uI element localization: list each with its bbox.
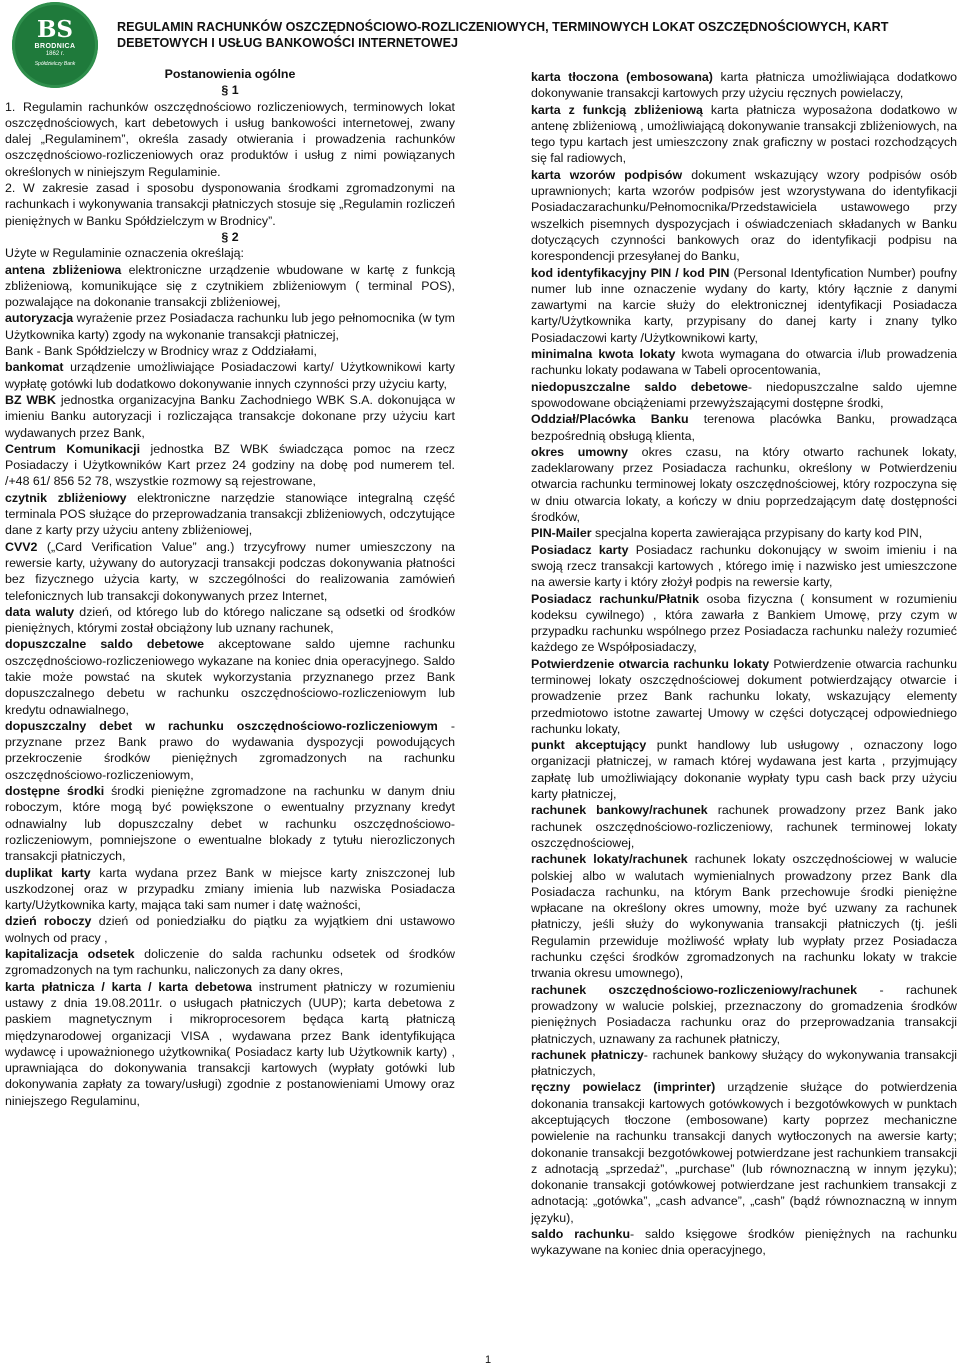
definition-item	[5, 913, 455, 946]
definition-item	[531, 265, 957, 346]
definition-item	[5, 865, 455, 914]
definition-text: („Card Verification Value” ang.) trzycyfrowy numer umieszczony na rewersie karty, używany do autoryzacji transakcji podczas dokonywania płatności bez fizycznego użycia karty, w szczególności do realizowania zamówień telefonicznych lub transakcji dokonywanych przez Internet,	[5, 539, 455, 603]
definition-term: karta tłoczona (embosowana)	[531, 70, 713, 84]
definition-term: Potwierdzenie otwarcia rachunku lokaty	[531, 656, 770, 671]
document-title: REGULAMIN RACHUNKÓW OSZCZĘDNOŚCIOWO-ROZLICZENIOWYCH, TERMINOWYCH LOKAT OSZCZĘDNOŚCIOWYCH, KART DEBETOWYCH I USŁUG BANKOWOŚCI INTERNETOWEJ	[117, 20, 889, 50]
definition-text: Posiadacz rachunku dokonujący w swoim imieniu i na swoją rzecz transakcji kartowych , którego imię i nazwisko jest umieszczone na awersie karty i który złożył podpis na rewersie karty,	[531, 542, 957, 590]
definition-item	[5, 979, 455, 1109]
definition-item	[5, 490, 455, 539]
definition-item	[5, 539, 455, 604]
definition-term: minimalna kwota lokaty	[531, 347, 676, 362]
definition-text: środki pieniężne zgromadzone na rachunku w danym dniu roboczym, które mogą być powiększone o ewentualny przyznany kredyt odnawialny lub dopuszczalny debet w rachunku oszczędnościowo-rozliczeniowym, pomniejszone o ewentualne blokady z tytułu nierozliczonych transakcji płatniczych,	[5, 784, 455, 864]
definition-text: kwota wymagana do otwarcia i/lub prowadzenia rachunku lokaty podawana w Tabeli oprocentowania,	[531, 347, 957, 378]
definition-text: urządzenie umożliwiające Posiadaczowi karty/ Użytkownikowi karty wypłatę gotówki lub dodatkowo dokonywanie innych czynności przy użyciu karty,	[5, 360, 455, 391]
definition-item	[5, 343, 455, 359]
definition-term: antena zbliżeniowa	[5, 262, 122, 277]
definition-item	[5, 310, 455, 343]
definition-text: osoba fizyczna ( konsument w rozumieniu kodeksu cywilnego) , która zawarła z Bankiem Umowę, przy czym w przypadku rachunku wspólnego przez Posiadacza rachunku należy rozumieć każdego ze Współposiadaczy,	[531, 591, 957, 655]
definition-term: BZ WBK	[5, 392, 56, 407]
definition-text: punkt handlowy lub usługowy , oznaczony logo organizacji płatniczej, w ramach której wydawana jest karta , przyjmujący zapłatę lub umożliwiający dokonanie wypłaty typu cash back przy użyciu karty płatniczej,	[531, 738, 957, 802]
paragraph-2-text: W zakresie zasad i sposobu dysponowania środkami zgromadzonymi na rachunkach i wykonywania transakcji płatniczych stosuje się „Regulamin rozliczeń pieniężnych w Banku Spółdzielczym w Brodnicy”.	[5, 181, 455, 228]
definition-term: czytnik zbliżeniowy	[5, 490, 127, 505]
definition-item	[531, 167, 957, 265]
logo-year: 1862 r.	[45, 51, 65, 57]
definition-item	[5, 359, 455, 392]
definition-term: rachunek lokaty/rachunek	[531, 852, 688, 867]
definition-text: rachunek lokaty oszczędnościowej w walucie polskiej albo w walutach wymienialnych prowadzony przez Bank dla Posiadacza rachunku, na którym Bank przechowuje środki pieniężne wpłacane na określony okres umowny, może być uzwany za rachunek płatniczy, jeśli służy do wykonywania transakcji płatniczych (tj. jeśli Regulamin przewiduje możliwość wpłaty lub wypłaty przez Posiadacza rachunku części środków zgromadzonych na rachunku lokaty w trakcie trwania okresu umownego),	[531, 852, 957, 981]
definition-term: duplikat karty	[5, 865, 91, 880]
definition-term: autoryzacja	[5, 311, 74, 326]
definition-text: jednostka BZ WBK świadcząca pomoc na rzecz Posiadaczy i Użytkowników Kart przez 24 godziny na dobę pod numerem tel. /+48 61/ 856 52 78, wszystkie rozmowy są rejestrowane,	[5, 441, 455, 489]
page-number: 1	[485, 1354, 492, 1366]
paragraph-2	[5, 180, 455, 229]
definition-item	[531, 346, 957, 379]
definition-term: Posiadacz karty	[531, 542, 629, 557]
definition-term: bankomat	[5, 360, 64, 375]
definition-text: karta płatnicza umożliwiająca dodatkowo dokonywanie transakcji kartowych przy użyciu ręcznych powielaczy,	[531, 70, 957, 101]
definition-term: kapitalizacja odsetek	[5, 947, 135, 962]
definition-term: karta wzorów podpisów	[531, 167, 683, 182]
definition-term: dopuszczalne saldo debetowe	[5, 637, 205, 652]
definition-item	[531, 851, 957, 981]
definition-text: elektroniczne urządzenie wbudowane w kartę z funkcją zbliżeniową, komunikujące się z czytnikiem zbliżeniowym ( terminal POS), pozwalające na dokonanie transakcji zbliżeniowej,	[5, 262, 455, 310]
definition-text: jednostka organizacyjna Banku Zachodniego WBK S.A. dokonująca w imieniu Banku autoryzacji i rozliczająca transakcje dokonane przy użyciu kart wydawanych przez Bank,	[5, 392, 455, 440]
logo-motto: Spółdzielczy Bank	[34, 61, 76, 67]
section-title: Postanowienia ogólne	[164, 67, 296, 81]
definition-text: - przyznane przez Bank prawo do wydawania dyspozycji powodujących przekroczenie środków pieniężnych zgromadzonych na rachunku oszczędnościowo-rozliczeniowym,	[5, 718, 455, 782]
definition-item	[531, 591, 957, 656]
definition-item	[5, 946, 455, 979]
definition-item	[5, 718, 455, 783]
definition-item	[531, 525, 957, 541]
definition-text: elektroniczne narzędzie stanowiące integralną część terminala POS służące do przeprowadzania transakcji zbliżeniowych, odczytujące dane z karty przy użyciu anteny zbliżeniowej,	[5, 490, 455, 538]
definition-text: karta wydana przez Bank w miejsce karty zniszczonej lub uszkodzonej oraz w przypadku zmiany imienia lub nazwiska Posiadacza karty/Użytkownika karty, mająca taki sam numer i datę ważności,	[5, 865, 455, 913]
definition-text: dokument wskazujący wzory podpisów osób uprawnionych; karta wzorów podpisów jest wzorystywana do identyfikacji Posiadaczarachunku/Pełnomocnika/Przedstawiciela ustawowego przy wszelkich pisemnych dyspozycjach i oświadczeniach składanych w Banku dotyczących czynności bankowych oraz do identyfikacji podpisu na korespondencji przesyłanej do Banku,	[531, 167, 957, 264]
left-definitions-list	[5, 262, 455, 1109]
right-definitions-list	[531, 69, 957, 1259]
section-2-heading: § 2	[221, 229, 239, 244]
definition-text: karta płatnicza wyposażona dodatkowo w antenę zbliżeniową , umożliwiającą dokonywanie transakcji zbliżeniowych, na tego typu kartach jest umieszczony znak graficzny w postaci rozchodzących się fal radiowych,	[531, 102, 957, 166]
definition-term: rachunek oszczędnościowo-rozliczeniowy/rachunek	[531, 982, 858, 997]
definition-text: doliczenie do salda rachunku odsetek od środków zgromadzonych na tym rachunku, naliczonych za dany okres,	[5, 947, 455, 978]
definition-text: - saldo księgowe środków pieniężnych na rachunku wykazywane na koniec dnia operacyjnego,	[531, 1227, 958, 1258]
definition-text: - rachunek bankowy służący do wykonywania transakcji płatniczych,	[531, 1047, 957, 1079]
right-column	[531, 69, 957, 1259]
definition-text: Potwierdzenie otwarcia rachunku terminowej lokaty oszczędnościowej dokument potwierdzający otwarcie i prowadzenie przez Bank rachunku lokaty, wskazujący elementy przedmiotowo istotne zawartej Umowy w części dotyczącej odpowiedniego rachunku lokaty,	[531, 656, 957, 736]
definition-text: - niedopuszczalne saldo ujemne spowodowane obciążeniami przewyższającymi dostępne środki,	[531, 379, 957, 410]
definition-text: wyrażenie przez Posiadacza rachunku lub jego pełnomocnika (w tym Użytkownika karty) zgody na wykonanie transakcji płatniczej,	[5, 311, 455, 342]
definition-term: dopuszczalny debet w rachunku oszczędnościowo-rozliczeniowym	[5, 718, 438, 733]
definition-term: kod identyfikacyjny PIN / kod PIN	[531, 265, 730, 280]
definition-text: dzień od poniedziałku do piątku za wyjątkiem dni ustawowo wolnych od pracy ,	[5, 914, 455, 945]
definition-term: okres umowny	[531, 444, 628, 459]
paragraph-2-number: 2.	[5, 181, 16, 196]
paragraph-1-number: 1.	[5, 99, 16, 114]
definition-item	[5, 441, 455, 490]
section-1-heading: § 1	[221, 83, 239, 98]
definition-text: akceptowane saldo ujemne rachunku oszczędnościowo-rozliczeniowego wykazane na koniec dnia operacyjnego. Saldo takie może powstać na skutek wykorzystania przyznanego przez Bank dopuszczalnego debetu w rachunku oszczędnościowo-rozliczeniowym lub kredytu odnawialnego,	[5, 637, 455, 717]
definition-item	[5, 392, 455, 441]
definition-text: dzień, od którego lub do którego naliczane są odsetki od środków pieniężnych, którymi został obciążony lub uznany rachunek,	[5, 604, 455, 636]
definition-term: Centrum Komunikacji	[5, 441, 141, 456]
definition-term: ręczny powielacz (imprinter)	[531, 1080, 716, 1095]
definition-item	[531, 379, 957, 412]
definition-item	[531, 1079, 957, 1226]
definition-term: CVV2	[5, 539, 38, 554]
definition-term: niedopuszczalne saldo debetowe	[531, 379, 748, 394]
paragraph-1	[5, 99, 455, 180]
paragraph-1-text: Regulamin rachunków oszczędnościowo rozliczeniowych, terminowych lokat oszczędnościowych, kart debetowych i usług bankowości internetowej, zwany dalej „Regulaminem”, określa zasady otwierania i prowadzenia rachunków oszczędnościowo-rozliczeniowych oraz produktów i usług z nimi powiązanych określonych w niniejszym Regulaminie.	[5, 99, 455, 179]
logo-name: BRODNICA	[34, 43, 76, 50]
left-column	[5, 66, 455, 1109]
definition-item	[5, 783, 455, 864]
definition-item	[531, 1047, 957, 1080]
definition-term: data waluty	[5, 604, 75, 619]
definition-item	[531, 737, 957, 802]
definition-item	[531, 802, 957, 851]
definition-text: instrument płatniczy w rozumieniu ustawy z dnia 19.08.2011r. o usługach płatniczych (UUP); karta debetowa z paskiem magnetycznym i mikroprocesorem będąca kartą płatniczą międzynarodowej organizacji VISA , wydawana przez Bank identyfikująca wydawcę i upoważnionego użytkownika( Posiadacz karty lub Użytkownik karty) , uprawniająca do dokonywania transakcji kartowych (wypłaty gotówki lub dokonywania zapłaty za towary/usługi) zgodnie z postanowieniami Umowy oraz niniejszego Regulaminu,	[5, 979, 455, 1108]
definition-item	[5, 262, 455, 311]
definition-text: urządzenie służące do potwierdzenia dokonania transakcji kartowych gotówkowych i bezgotówkowych w punktach akceptujących tłoczone (embosowane) karty poprzez mechaniczne powielenie na rachunku transakcji danych wytłoczonych na awersie karty; dokonanie transakcji bezgotówkowej potwierdzane jest rachunkiem transakcji z adnotacją „sprzedaż”, „purchase” (lub równoznaczną w innym języku); dokonanie transakcji gotówkowej potwierdzane jest rachunkiem transakcji z adnotacją: „gotówka”, „cash advance”, „cash” (bądź równoznaczną w innym języku),	[531, 1080, 957, 1225]
definition-term: punkt akceptujący	[531, 738, 647, 753]
definition-item	[531, 69, 957, 102]
definition-text: - rachunek prowadzony w walucie polskiej, przeznaczony do gromadzenia środków pieniężnych Posiadacza rachunku oraz do przeprowadzania transakcji płatniczych, uznawany za rachunek płatniczy,	[531, 982, 958, 1046]
definition-term: dzień roboczy	[5, 914, 92, 929]
definition-item	[5, 636, 455, 717]
definition-item	[531, 411, 957, 444]
definition-term: saldo rachunku	[531, 1227, 631, 1242]
definition-term: Oddział/Placówka Banku	[531, 412, 689, 427]
definition-term: PIN-Mailer	[531, 526, 592, 541]
definition-term: rachunek bankowy/rachunek	[531, 803, 708, 818]
definition-text: specjalna koperta zawierająca przypisany do karty kod PIN,	[591, 526, 923, 541]
definition-item	[531, 542, 957, 591]
definition-text: Bank - Bank Spółdzielczy w Brodnicy wraz z Oddziałami,	[5, 344, 317, 359]
definition-text: rachunek prowadzony przez Bank jako rachunek oszczędnościowo-rozliczeniowy, rachunek terminowej lokaty oszczędnościowej,	[531, 803, 957, 850]
definition-term: karta płatnicza / karta / karta debetowa	[5, 979, 252, 994]
definitions-intro: Użyte w Regulaminie oznaczenia określają:	[5, 246, 244, 261]
definition-term: rachunek płatniczy	[531, 1047, 644, 1062]
definition-text: terenowa placówka Banku, prowadząca bezpośrednią obsługą klienta,	[531, 412, 957, 443]
definition-term: dostępne środki	[5, 784, 105, 799]
definition-item	[531, 1226, 957, 1259]
definition-item	[531, 444, 957, 525]
definition-item	[531, 102, 957, 167]
definition-text: (Personal Identyfication Number) poufny numer lub inne oznaczenie wydany do karty, który łącznie z danymi zawartymi na karcie służy do elektronicznej identyfikacji Posiadacza karty/Użytkownika karty, przypisany do danej karty i znany tylko Posiadaczowi karty /Użytkownikowi karty,	[531, 265, 958, 345]
definition-term: Posiadacz rachunku/Płatnik	[531, 591, 699, 606]
logo-mark: BS	[36, 16, 74, 43]
definition-item	[531, 656, 957, 737]
definition-item	[5, 604, 455, 637]
definition-term: karta z funkcją zbliżeniową	[531, 102, 703, 117]
definition-item	[531, 982, 957, 1047]
definition-text: okres czasu, na który otwarto rachunek lokaty, zadeklarowany przez Posiadacza rachunku, określony w Potwierdzeniu otwarcia rachunku terminowej lokaty oszczędnościowej, który rozpoczyna się w dniu otwarcia lokaty, a kończy w dniu poprzedzającym datę dostępności środków,	[531, 444, 957, 525]
